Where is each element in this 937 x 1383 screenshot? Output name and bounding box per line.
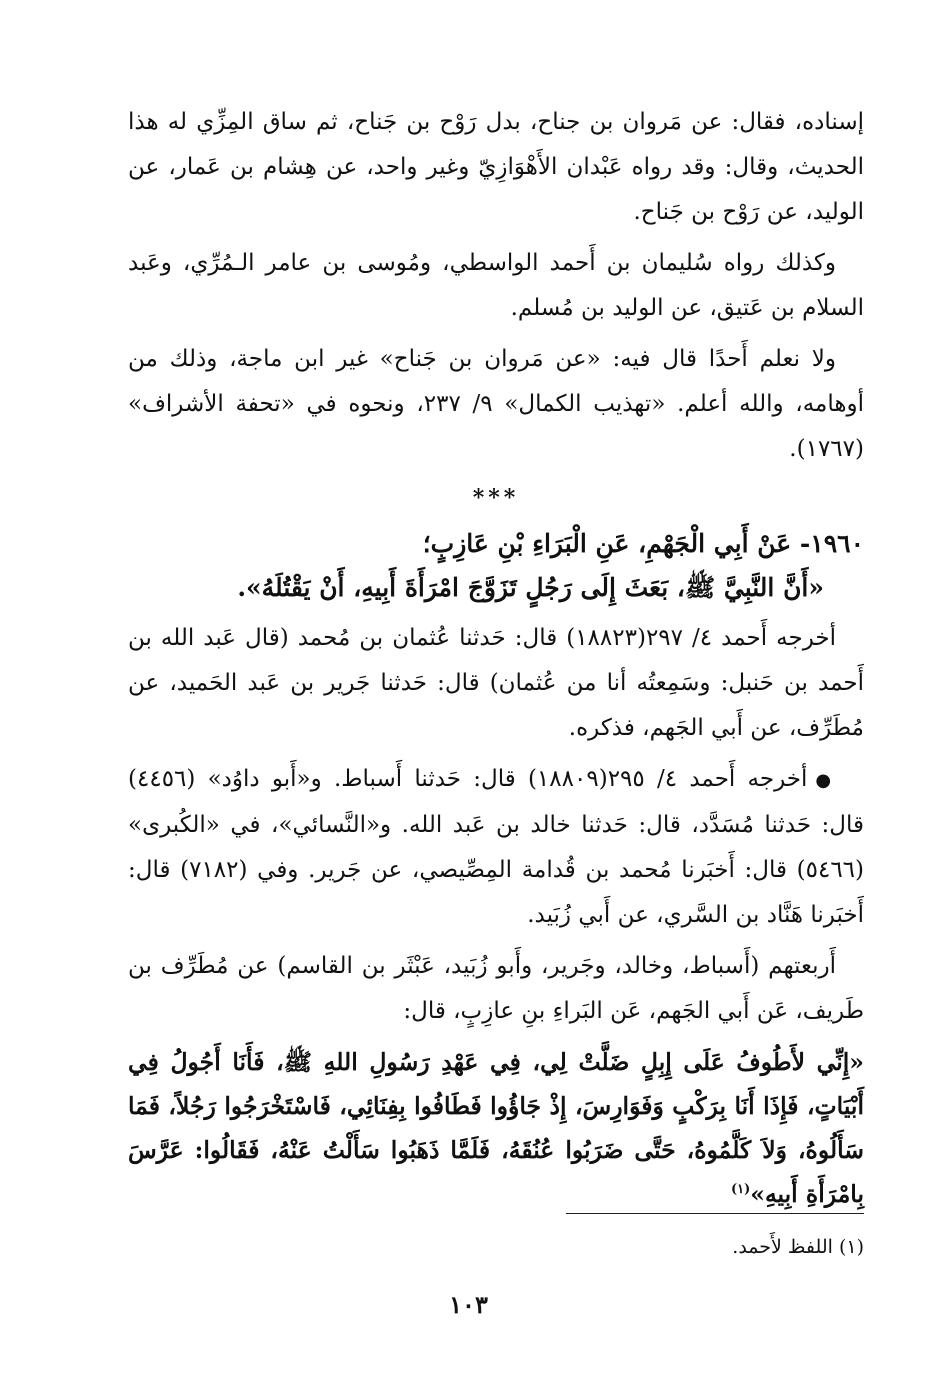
footnote-reference: (١)	[730, 1182, 751, 1198]
footnote-divider	[566, 1213, 864, 1214]
paragraph-isnad-note: إسناده، فقال: عن مَروان بن جناح، بدل رَوْح بن جَناح، ثم ساق المِزِّي له هذا الحديث، وقال: وقد رواه عَبْدان الأَهْوَازِيّ وغير واحد، عن هِشام بن عَمار، عن الوليد، عن رَوْح بن جَناح.	[128, 109, 864, 225]
hadith-number-and-chain: ١٩٦٠- عَنْ أَبِي الْجَهْمِ، عَنِ الْبَرَاءِ بْنِ عَازِبٍ؛	[422, 529, 864, 558]
paragraph-four-narrators: أَربعتهم (أَسباط، وخالد، وجَرير، وأَبو زُبَيد، عَبْثَر بن القاسم) عن مُطَرِّف بن طَريف، عَن أَبي الجَهم، عَن البَراءِ بنِ عازِبٍ، قال:	[128, 953, 864, 1024]
page-number: ١٠٣	[449, 1290, 488, 1319]
bullet-icon: ●	[815, 770, 836, 791]
paragraph-other-narrators: وكذلك رواه سُليمان بن أَحمد الواسطي، ومُوسى بن عامر الـمُرِّي، وعَبد السلام بن عَتيق، عن الوليد بن مُسلم.	[128, 250, 864, 321]
section-separator: ***	[472, 485, 520, 511]
paragraph-takhrij-ahmad: أخرجه أَحمد ٤/ ٢٩٧(١٨٨٢٣) قال: حَدثنا عُثمان بن مُحمد (قال عَبد الله بن أَحمد بن حَنبل: وسَمِعتُه أنا من عُثمان) قال: حَدثنا جَرير بن عَبد الحَميد، عن مُطَرِّف، عن أَبي الجَهم، فذكره.	[128, 625, 864, 741]
quoted-narration-text: «إِنِّي لأَطُوفُ عَلَى إِبِلٍ ضَلَّتْ لِي، فِي عَهْدِ رَسُولِ اللهِ ﷺ، فَأَنَا أَجُولُ فِي أَبْيَاتٍ، فَإِذَا أَنَا بِرَكْبٍ وَفَوَارِسَ، إِذْ جَاؤُوا فَطَافُوا بِفِنَائِي، فَاسْتَخْرَجُوا رَجُلاً، فَمَا سَأَلُوهُ، وَلاَ كَلَّمُوهُ، حَتَّى ضَرَبُوا عُنُقَهُ، فَلَمَّا ذَهَبُوا سَأَلْتُ عَنْهُ، فَقَالُوا: عَرَّسَ بِامْرَأَةِ أَبِيهِ»	[128, 1048, 864, 1208]
paragraph-takhrij-others	[128, 757, 864, 938]
hadith-text	[128, 522, 864, 610]
paragraph-takhrij-others-text: أخرجه أَحمد ٤/ ٢٩٥(١٨٨٠٩) قال: حَدثنا أَسباط. و«أَبو داوُد» (٤٤٥٦) قال: حَدثنا مُسَدَّد، قال: حَدثنا خالد بن عَبد الله. و«النَّسائي»، في «الكُبرى» (٥٤٦٦) قال: أَخبَرنا مُحمد بن قُدامة المِصِّيصي، عن جَرير. وفي (٧١٨٢) قال: أَخبَرنا هَنَّاد بن السَّري، عن أَبي زُبَيد.	[128, 766, 865, 928]
hadith-matn: «أَنَّ النَّبِيَّ ﷺ، بَعَثَ إِلَى رَجُلٍ تَزَوَّجَ امْرَأَةَ أَبِيهِ، أَنْ يَقْتُلَهُ».	[237, 573, 824, 602]
page-body	[128, 100, 864, 1222]
footnote: (١) اللفظ لأَحمد.	[732, 1236, 864, 1258]
paragraph-ibn-majah-note: ولا نعلم أَحدًا قال فيه: «عن مَروان بن جَناح» غير ابن ماجة، وذلك من أوهامه، والله أعلم. «تهذيب الكمال» ٩/ ٢٣٧، ونحوه في «تحفة الأشراف» (١٧٦٧).	[128, 346, 865, 462]
quoted-narration	[128, 1040, 864, 1216]
